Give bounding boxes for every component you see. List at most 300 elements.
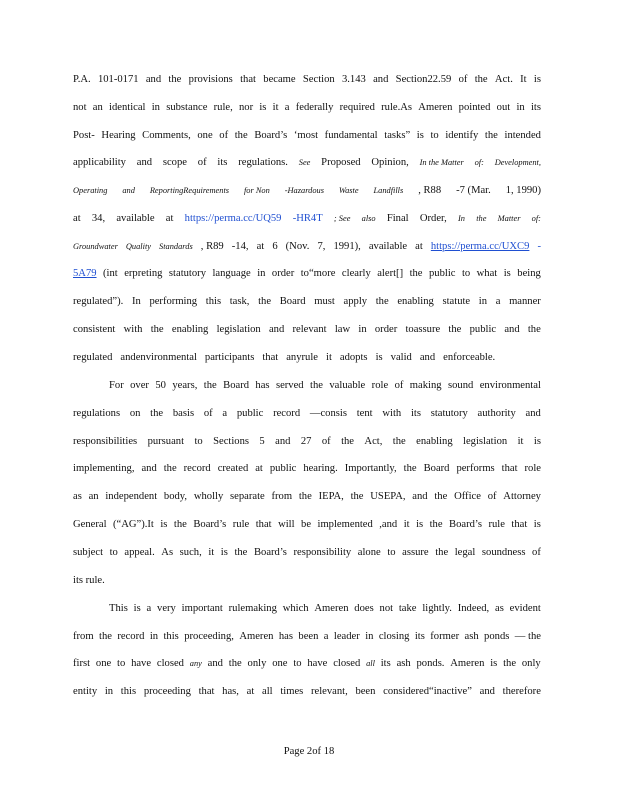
word: that <box>262 352 279 363</box>
word: Proposed <box>321 157 361 168</box>
word: the <box>392 436 406 447</box>
word: — the <box>514 631 541 642</box>
word: one <box>272 658 288 669</box>
word: important <box>181 603 223 614</box>
hyperlink-text[interactable]: - <box>537 241 541 252</box>
word: scope <box>162 157 187 168</box>
page-number: Page 2of 18 <box>283 746 335 757</box>
word: language <box>212 268 251 279</box>
hyperlink-text[interactable]: https://perma.cc/UXC9 <box>430 241 530 252</box>
hyperlink-text[interactable]: -HR4T <box>292 213 323 224</box>
word: ; See <box>333 214 351 223</box>
text-line <box>73 184 541 198</box>
word: It <box>520 74 527 85</box>
word: at <box>73 213 81 224</box>
word: of <box>487 491 497 502</box>
word: legal <box>454 547 476 558</box>
word: the <box>203 380 217 391</box>
word: ash <box>396 658 411 669</box>
word: 1991), <box>333 241 361 252</box>
word: times <box>280 686 304 697</box>
text-line <box>73 267 541 281</box>
word: is <box>133 603 141 614</box>
word: entity <box>73 686 98 697</box>
word: (Nov. <box>285 241 310 252</box>
word: to <box>293 658 302 669</box>
word: available <box>368 241 408 252</box>
word: Attorney <box>503 491 541 502</box>
word: substance <box>166 102 208 113</box>
word: it <box>272 102 279 113</box>
word: at <box>165 213 174 224</box>
word: statutory <box>168 268 206 279</box>
word: the <box>163 463 177 474</box>
word: from <box>73 631 94 642</box>
word: be <box>301 519 312 530</box>
word: Indeed, <box>457 603 490 614</box>
word: and <box>479 686 495 697</box>
word: will <box>278 519 295 530</box>
text-line <box>73 657 541 671</box>
word: basis <box>172 408 195 419</box>
word: any <box>189 659 202 668</box>
word: consistent <box>73 324 116 335</box>
word: that <box>511 519 528 530</box>
word: as <box>73 491 82 502</box>
word: the <box>173 519 187 530</box>
word: task, <box>229 296 250 307</box>
word: as <box>495 603 504 614</box>
word: Groundwater <box>73 242 118 251</box>
word: and <box>412 491 428 502</box>
hyperlink-text[interactable]: 5A79 <box>73 268 97 279</box>
word: the <box>310 380 323 391</box>
word: former <box>430 631 460 642</box>
word: and <box>525 408 541 419</box>
word: 6 <box>272 241 278 252</box>
word: not <box>73 102 87 113</box>
word: Office <box>454 491 481 502</box>
word: USEPA, <box>370 491 406 502</box>
word: rule, <box>213 102 233 113</box>
word: public <box>269 463 297 474</box>
word: and <box>373 74 389 85</box>
word: a <box>146 603 152 614</box>
word: its <box>217 157 228 168</box>
word: a <box>495 296 501 307</box>
word: have <box>307 658 328 669</box>
word: statute <box>442 296 471 307</box>
word: tent <box>356 408 373 419</box>
word: performing <box>149 296 198 307</box>
word: required <box>339 102 375 113</box>
word: available <box>116 213 155 224</box>
word: not <box>379 603 394 614</box>
word: Waste <box>338 186 359 195</box>
text-line <box>73 462 541 476</box>
word: over <box>130 380 149 391</box>
word: lightly. <box>422 603 452 614</box>
word: implemented <box>317 519 373 530</box>
word: closed <box>333 658 361 669</box>
word: the <box>409 268 423 279</box>
word: legislation <box>463 436 508 447</box>
word: the <box>484 130 498 141</box>
word: the <box>434 491 448 502</box>
word: clearly <box>341 268 371 279</box>
word: therefore <box>502 686 541 697</box>
word: 5 <box>259 436 265 447</box>
text-line <box>73 574 541 588</box>
word: 101-0171 <box>97 74 139 85</box>
word: Board’s <box>254 130 288 141</box>
word: in <box>516 102 525 113</box>
word: Final <box>386 213 409 224</box>
word: regulated”). <box>73 296 124 307</box>
word: in <box>365 631 374 642</box>
word: to <box>117 658 126 669</box>
word: it <box>517 436 524 447</box>
word: Section <box>302 74 335 85</box>
word: relevant <box>292 324 327 335</box>
word: wholly <box>193 491 224 502</box>
word: of: <box>474 158 484 167</box>
word: the <box>429 519 443 530</box>
word: and <box>504 324 520 335</box>
word: , R88 <box>418 185 442 196</box>
word: a <box>284 102 290 113</box>
word: is <box>503 268 511 279</box>
word: Standards <box>159 242 193 251</box>
word: applicability <box>73 157 126 168</box>
word: the <box>435 547 449 558</box>
word: 1, 1990) <box>505 185 541 196</box>
word: at <box>246 686 255 697</box>
word: is <box>416 519 424 530</box>
word: regulated <box>73 352 113 363</box>
word: evident <box>509 603 541 614</box>
word: years, <box>172 380 198 391</box>
word: Importantly, <box>344 463 397 474</box>
word: role <box>371 380 389 391</box>
word: erpreting <box>124 268 163 279</box>
word: appeal. <box>124 547 155 558</box>
word: is <box>375 352 383 363</box>
word: in <box>257 268 266 279</box>
word: which <box>282 603 309 614</box>
word: for Non <box>243 186 270 195</box>
word: -14, <box>231 241 249 252</box>
word: authority <box>477 408 516 419</box>
word: Board <box>223 380 250 391</box>
word: at <box>415 241 423 252</box>
word: Board <box>423 463 450 474</box>
word: the <box>258 296 272 307</box>
word: is <box>533 436 541 447</box>
word: anyrule <box>286 352 318 363</box>
word: Sections <box>213 436 250 447</box>
word: rulemaking <box>228 603 277 614</box>
word: relevant, <box>310 686 348 697</box>
word: on <box>129 408 141 419</box>
word: Board <box>279 296 306 307</box>
word: Section22.59 <box>395 74 452 85</box>
word: Matter <box>497 214 521 223</box>
text-line <box>73 351 541 365</box>
word: identify <box>445 130 479 141</box>
word: valuable <box>329 380 366 391</box>
word: of <box>321 436 331 447</box>
word: hearing. <box>303 463 338 474</box>
word: a <box>222 408 228 419</box>
word: record <box>117 631 145 642</box>
word: ponds. <box>416 658 445 669</box>
word: to <box>109 547 118 558</box>
text-line <box>73 212 541 226</box>
word: apply <box>343 296 368 307</box>
text-line <box>73 435 541 449</box>
word: its <box>530 102 541 113</box>
hyperlink-text[interactable]: https://perma.cc/UQ59 <box>184 213 282 224</box>
word: the <box>503 658 517 669</box>
word: intended <box>504 130 541 141</box>
word: one <box>197 130 213 141</box>
word: being <box>517 268 541 279</box>
word: has <box>255 380 270 391</box>
word: is <box>490 658 498 669</box>
word: been <box>298 631 319 642</box>
word: that <box>501 463 518 474</box>
word: is <box>533 519 541 530</box>
word: General <box>73 519 107 530</box>
word: the <box>448 324 462 335</box>
word: In <box>458 214 465 223</box>
word: all <box>262 686 273 697</box>
word: Quality <box>125 242 151 251</box>
word: independent <box>105 491 158 502</box>
word: this <box>120 686 137 697</box>
word: Act. <box>494 74 513 85</box>
word: provisions <box>188 74 233 85</box>
word: the <box>403 463 417 474</box>
word: implementing, <box>73 463 135 474</box>
word: identical <box>109 102 146 113</box>
word: proceeding, <box>184 631 234 642</box>
word: considered“inactive” <box>383 686 472 697</box>
word: See <box>298 158 311 167</box>
word: IEPA, <box>318 491 344 502</box>
word: , R89 <box>200 241 224 252</box>
word: has, <box>222 686 239 697</box>
word: first <box>73 658 91 669</box>
word: such, <box>179 547 202 558</box>
word: the <box>234 547 248 558</box>
word: valid <box>390 352 412 363</box>
word: has <box>278 631 293 642</box>
text-line <box>73 240 541 254</box>
word: Development, <box>494 158 541 167</box>
word: the <box>228 658 242 669</box>
word: enforceable. <box>443 352 496 363</box>
word: to <box>461 268 471 279</box>
word: what <box>476 268 498 279</box>
word: must <box>314 296 335 307</box>
word: that <box>255 519 272 530</box>
word: this <box>163 631 179 642</box>
word: the <box>168 74 182 85</box>
word: Operating <box>73 186 108 195</box>
text-line <box>73 546 541 560</box>
word: pursuant <box>147 436 185 447</box>
text-line <box>73 490 541 504</box>
word: fundamental <box>324 130 378 141</box>
word: it <box>208 547 215 558</box>
word: at <box>255 463 263 474</box>
word: of <box>219 130 229 141</box>
word: ash <box>464 631 479 642</box>
text-line <box>73 101 541 115</box>
word: does <box>354 603 374 614</box>
word: enabling <box>397 296 434 307</box>
word: in <box>151 102 160 113</box>
word: with <box>382 408 402 419</box>
word: For <box>109 380 124 391</box>
word: order <box>271 268 295 279</box>
word: This <box>109 603 128 614</box>
word: and <box>122 186 135 195</box>
word: responsibility <box>293 547 352 558</box>
word: soundness <box>481 547 526 558</box>
word: very <box>157 603 176 614</box>
word: is <box>533 74 541 85</box>
word: of <box>197 157 207 168</box>
word: (“AG”).It <box>113 519 154 530</box>
word: ,and <box>379 519 398 530</box>
text-line <box>73 685 541 699</box>
word: the <box>150 324 164 335</box>
word: Post- <box>73 130 95 141</box>
word: environmental <box>479 380 541 391</box>
word: 3.143 <box>341 74 366 85</box>
word: Order, <box>419 213 447 224</box>
word: is <box>259 102 267 113</box>
word: that <box>198 686 215 697</box>
word: one <box>95 658 112 669</box>
word: with <box>123 324 143 335</box>
word: and <box>275 436 291 447</box>
word: of <box>394 380 404 391</box>
word: ponds <box>484 631 510 642</box>
word: ReportingRequirements <box>149 186 230 195</box>
word: all <box>366 659 375 668</box>
word: toassure <box>405 324 441 335</box>
word: served <box>275 380 304 391</box>
word: from <box>271 491 293 502</box>
word: rule <box>488 519 505 530</box>
word: of <box>458 74 468 85</box>
word: and <box>136 157 153 168</box>
word: leader <box>333 631 360 642</box>
text-line <box>109 602 541 616</box>
word: legislation <box>216 324 261 335</box>
word: is <box>160 519 168 530</box>
word: role <box>524 463 541 474</box>
text-line <box>73 518 541 532</box>
word: body, <box>163 491 188 502</box>
word: is <box>220 547 228 558</box>
word: the <box>476 214 487 223</box>
word: this <box>205 296 222 307</box>
word: federally <box>295 102 334 113</box>
word: the <box>341 436 355 447</box>
text-line <box>73 323 541 337</box>
word: public <box>236 408 264 419</box>
word: statutory <box>430 408 468 419</box>
text-line <box>73 630 541 644</box>
word: its <box>380 658 391 669</box>
word: law <box>334 324 351 335</box>
word: participants <box>204 352 255 363</box>
word: public <box>428 268 456 279</box>
text-line <box>73 129 541 143</box>
word: andenvironmental <box>120 352 197 363</box>
word: at <box>256 241 265 252</box>
word: record <box>183 463 211 474</box>
word: take <box>398 603 417 614</box>
word: in <box>478 296 488 307</box>
word: -Hazardous <box>284 186 324 195</box>
word: Ameren <box>418 102 453 113</box>
word: 34, <box>91 213 106 224</box>
word: ‘most <box>293 130 319 141</box>
word: the <box>474 74 488 85</box>
word: an <box>92 102 103 113</box>
word: enabling <box>416 436 453 447</box>
word: and <box>268 324 285 335</box>
word: its <box>410 408 421 419</box>
word: 50 <box>155 380 166 391</box>
text-line <box>73 407 541 421</box>
word: Board’s <box>193 519 227 530</box>
word: assure <box>402 547 429 558</box>
word: sound <box>447 380 474 391</box>
word: Ameren <box>450 658 485 669</box>
word: alone <box>357 547 381 558</box>
word: Board’s <box>253 547 287 558</box>
word: responsibilities <box>73 436 138 447</box>
word: the <box>298 491 312 502</box>
word: it <box>403 519 410 530</box>
word: Ameren <box>314 603 349 614</box>
word: adopts <box>339 352 368 363</box>
word: Opinion, <box>371 157 409 168</box>
word: Act, <box>364 436 383 447</box>
word: and <box>419 352 436 363</box>
word: subject <box>73 547 104 558</box>
word: proceeding <box>143 686 191 697</box>
word: the <box>99 631 112 642</box>
word: In <box>131 296 141 307</box>
word: in <box>358 324 367 335</box>
word: performs <box>456 463 495 474</box>
word: of <box>532 547 541 558</box>
word: order <box>374 324 398 335</box>
word: created <box>217 463 249 474</box>
word: As <box>161 547 174 558</box>
text-line <box>73 295 541 309</box>
word: separate <box>230 491 265 502</box>
word: closing <box>378 631 410 642</box>
